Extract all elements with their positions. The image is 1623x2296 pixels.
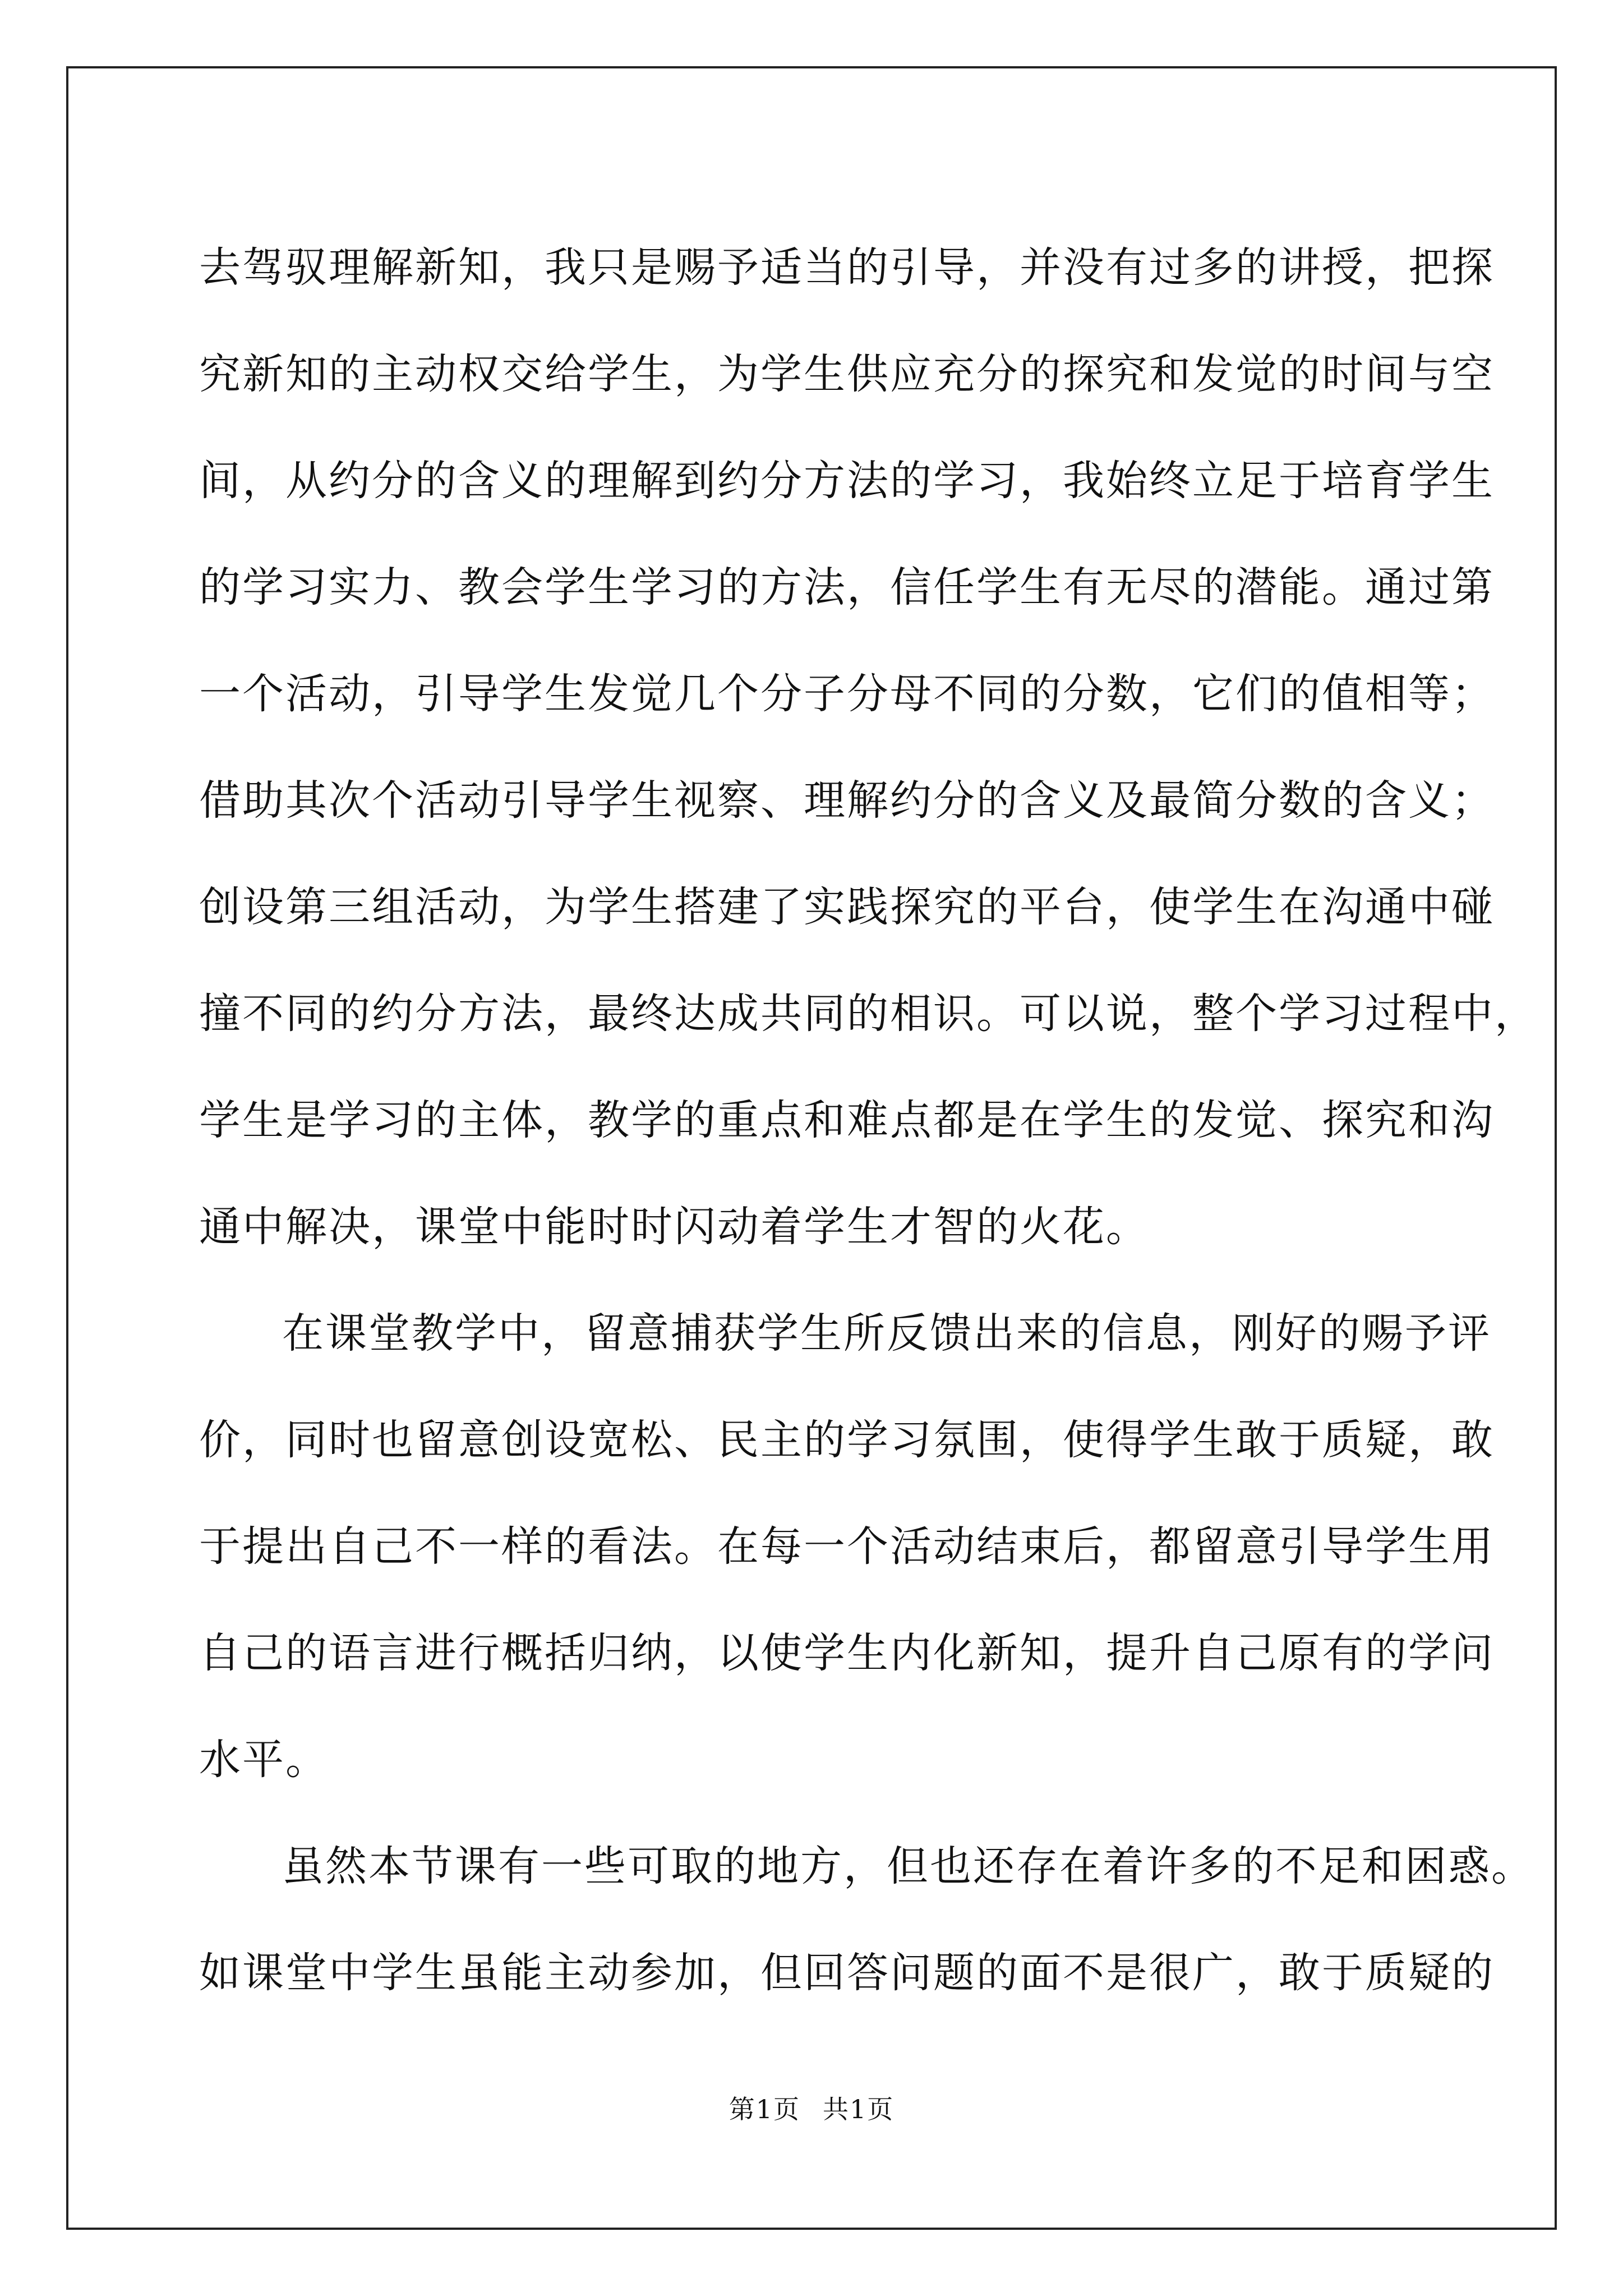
text-line: 于提出自己不一样的看法。在每一个活动结束后，都留意引导学生用 bbox=[199, 1522, 1495, 1571]
page-footer bbox=[0, 2092, 1623, 2126]
text-line: 借助其次个活动引导学生视察、理解约分的含义及最简分数的含义； bbox=[199, 776, 1495, 825]
paragraph-start-line: 在课堂教学中，留意捕获学生所反馈出来的信息，刚好的赐予评 bbox=[282, 1309, 1491, 1358]
text-line: 撞不同的约分方法，最终达成共同的相识。可以说，整个学习过程中， bbox=[199, 990, 1538, 1038]
text-line: 一个活动，引导学生发觉几个分子分母不同的分数，它们的值相等； bbox=[199, 670, 1495, 718]
text-line: 价，同时也留意创设宽松、民主的学习氛围，使得学生敢于质疑，敢 bbox=[199, 1416, 1495, 1464]
text-line: 如课堂中学生虽能主动参加，但回答问题的面不是很广，敢于质疑的 bbox=[199, 1949, 1495, 1997]
document-body bbox=[199, 214, 1538, 2026]
text-line: 去驾驭理解新知，我只是赐予适当的引导，并没有过多的讲授，把探 bbox=[199, 243, 1495, 292]
text-line: 水平。 bbox=[199, 1736, 329, 1784]
text-line: 自己的语言进行概括归纳，以使学生内化新知，提升自己原有的学问 bbox=[199, 1629, 1495, 1677]
text-line: 究新知的主动权交给学生，为学生供应充分的探究和发觉的时间与空 bbox=[199, 350, 1495, 398]
text-line: 的学习实力、教会学生学习的方法，信任学生有无尽的潜能。通过第 bbox=[199, 563, 1495, 611]
text-line: 通中解决，课堂中能时时闪动着学生才智的火花。 bbox=[199, 1203, 1149, 1251]
text-line: 学生是学习的主体，教学的重点和难点都是在学生的发觉、探究和沟 bbox=[199, 1096, 1495, 1144]
page-number: 第1页 bbox=[728, 2094, 800, 2124]
text-line: 创设第三组活动，为学生搭建了实践探究的平台，使学生在沟通中碰 bbox=[199, 883, 1495, 931]
text-line: 间，从约分的含义的理解到约分方法的学习，我始终立足于培育学生 bbox=[199, 457, 1495, 505]
page-total: 共1页 bbox=[823, 2094, 895, 2124]
paragraph-start-line: 虽然本节课有一些可取的地方，但也还存在着许多的不足和困惑。 bbox=[282, 1842, 1534, 1890]
